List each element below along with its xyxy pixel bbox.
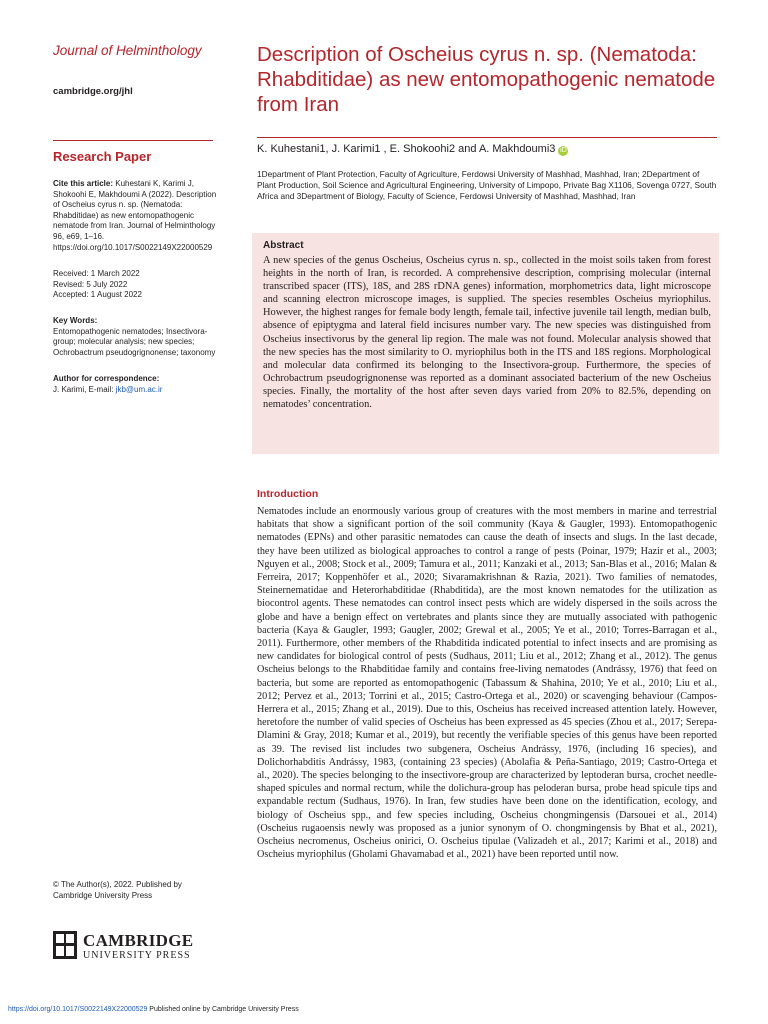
date-received: Received: 1 March 2022 — [53, 269, 140, 278]
abstract-text: A new species of the genus Oscheius, Oscheius cyrus n. sp., collected in the moist soils taken from forest heights in the north of Iran, is recorded. A comprehensive description, comprising molecular (internal transcribed spacer (ITS), 18S, and 28S rDNA genes) information, morphometrics data, light microscope and scanning electron microscope images, is supplied. The species resembles Oscheius myriophilus. However, the highest ranges for female body length, female tail, infective juvenile tail length, median bulb, absence of epiptygma and lateral field incisures number vary. The new species was distinguished from Oscheius insectivorus by the general lip region. The male was not found. Molecular analysis showed that the new species has the most similarity to O. myriophilus both in the ITS and 18S regions. Morphological and molecular data confirmed its belonging to the Insectivora-group. Furthermore, the species of Ochrobactrum pseudogrignonense was reported as a dominant associated bacterium of the new Oscheius species. Finally, the mortality of the host after seven days varied from 20% to 82.5%, depending on nematodes’ concentration. — [263, 255, 711, 411]
author-list — [257, 143, 568, 156]
article-title: Description of Oscheius cyrus n. sp. (Nematoda: Rhabditidae) as new entomopathogenic nematode from Iran — [257, 43, 716, 116]
title-rule — [257, 137, 717, 138]
dates-block — [53, 269, 218, 301]
abstract-heading: Abstract — [263, 240, 304, 251]
publisher-logo-line1: CAMBRIDGE — [83, 931, 194, 950]
journal-site[interactable]: cambridge.org/jhl — [53, 86, 133, 97]
introduction-heading: Introduction — [257, 488, 319, 500]
affiliations: 1Department of Plant Protection, Faculty of Agriculture, Ferdowsi University of Mashhad, Mashhad, Iran; 2Department of Plant Production, Soil Science and Agricultural Engineering, University of Limpopo, Private Bag X1106, Sovenga 0727, South Africa and 3Department of Biology, Faculty of Science, Ferdowsi University of Mashhad, Mashhad, Iran — [257, 169, 717, 202]
footer-doi-link[interactable]: https://doi.org/10.1017/S0022149X22000529 — [8, 1006, 148, 1013]
introduction-text: Nematodes include an enormously various group of creatures with the most members in marine and terrestrial habitats that show a significant portion of the soil community (Kaya & Gaugler, 1993). Entomopathogenic nematodes (EPNs) and other parasitic nematodes can cause the death of insects and slugs. In the last decade, they have been utilized as biological approaches to control a range of pests (Poinar, 1979; Hazir et al., 2003; Nguyen et al., 2008; Stock et al., 2009; Tamura et al., 2011; Kanzaki et al., 2013; San-Blas et al., 2016; Malan & Ferreira, 2017; Koppenhöfer et al., 2020; Sivaramakrishnan & Razia, 2021). Two families of nematodes, Steinernematidae and Heterorhabditidae (Rhabditida), are the most known nematodes for the utilization as biocontrol agents. These nematodes can control insect pests which are widely dispersed in the soils across the globe and have a benign effect on vertebrates and plants since they are mutually associated with pathogenic bacteria (Kaya & Gaugler, 1993; Gaugler, 2002; Grewal et al., 2005; Ye et al., 2010; Torres-Barragan et al., 2011). Furthermore, other members of the Rhabditida indicated potential to infect insects and are promising as new candidates for biological control of pests (Sudhaus, 2011; Liu et al., 2012; Zhang et al., 2012). The genus Oscheius belongs to the Rhabditidae family and contains free-living nematodes (Andrássy, 1976) that feed on bacteria, but some are reported as entomopathogenic (Tabassum & Shahina, 2010; Ye et al., 2010; Liu et al., 2012; Pervez et al., 2013; Torrini et al., 2015; Castro-Ortega et al., 2020) or scavenging behaviour (Campos-Herrera et al., 2015; Zhang et al., 2019). Due to this, Oscheius has received increased attention lately. However, heretofore the number of valid species of Oscheius has been expressed as 45 species (Zhou et al., 2017; Serepa-Dlamini & Gray, 2018; Kumar et al., 2019), but recently the verifiable species of this genus have been reported as 39. The revised list includes two subgenera, Oscheius Andrássy, 1976, (including 16 species), and Dolichorhabditis Andrássy, 1983, (containing 23 species) (Abolafia & Peña-Santiago, 2019; Castro-Ortega et al., 2020). The species belonging to the insectivore-group are characterized by leptoderan bursa, crochet needle-shaped spicules and normal rectum, while the dolichura-group has peloderan bursa, probe head spicule tips and expandable rectum (Sudhaus, 1976). In Iran, few studies have been done on the identification, ecology, and biology of Oscheius spp., and few species including, Oscheius chongmingensis (Darsouei et al., 2014) (Oscheius rugaoensis newly was proposed as a junior synonym of O. chongmingensis by Bhat et al., 2021), Oscheius necromenus, Oscheius onirici, O. Oscheius tipulae (Valizadeh et al., 2017; Karimi et al., 2018) and Oscheius myriophilus (Gholami Ghavamabad et al., 2021) have been reported until now. — [257, 506, 717, 861]
correspondence-email[interactable]: jkb@um.ac.ir — [115, 384, 163, 394]
publisher-logo-line2: UNIVERSITY PRESS — [83, 950, 191, 961]
keywords-label: Key Words: — [53, 316, 98, 325]
date-revised: Revised: 5 July 2022 — [53, 279, 128, 289]
authors-text: K. Kuhestani1, J. Karimi1 , E. Shokoohi2 and A. Makhdoumi3 — [257, 143, 556, 155]
left-rule — [53, 140, 213, 141]
correspondence-label: Author for correspondence: — [53, 374, 160, 383]
section-label: Research Paper — [53, 149, 152, 164]
copyright-notice: © The Author(s), 2022. Published by Cambridge University Press — [53, 880, 182, 900]
orcid-icon[interactable]: iD — [560, 147, 567, 154]
cite-label: Cite this article: — [53, 179, 114, 188]
journal-name: Journal of Helminthology — [53, 43, 202, 58]
page-footer — [8, 1006, 299, 1013]
correspondence-name: J. Karimi, E-mail: — [53, 384, 116, 394]
cite-text: Kuhestani K, Karimi J, Shokoohi E, Makhdoumi A (2022). Description of Oscheius cyrus n. sp. (Nematoda: Rhabditidae) as new entomopathogenic nematode from Iran. Journal of Helminthology 96, e69, 1–16. https://doi.org/10.1017/S0022149X22000529 — [53, 179, 217, 252]
keywords-text: Entomopathogenic nematodes; Insectivora-group; molecular analysis; new species; Ochrobactrum pseudogrignonense; taxonomy — [53, 326, 216, 357]
correspondence-block — [53, 374, 218, 395]
keywords-block — [53, 316, 218, 358]
footer-text: Published online by Cambridge University Press — [147, 1006, 299, 1013]
date-accepted: Accepted: 1 August 2022 — [53, 290, 142, 300]
cite-block — [53, 179, 218, 253]
